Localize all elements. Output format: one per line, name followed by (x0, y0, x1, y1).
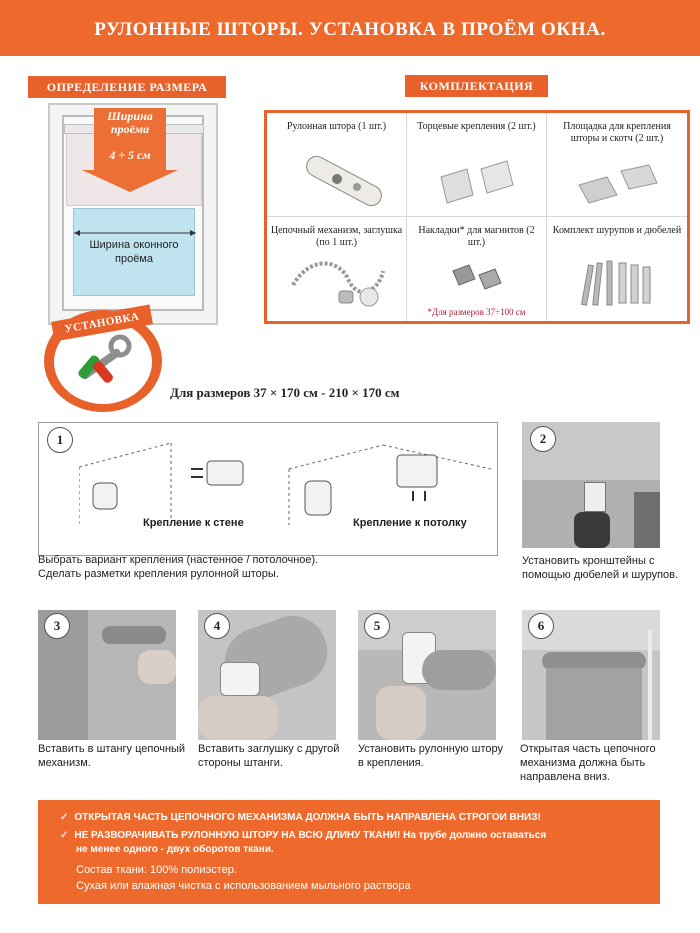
end-bracket-icon (437, 157, 521, 207)
check-icon: ✓ (60, 812, 69, 823)
care-instructions: Сухая или влажная чистка с использованием мыльного раствора (76, 880, 411, 892)
kit-item (547, 113, 687, 217)
step-1-caption-1: Выбрать вариант крепления (настенное / потолочное). (38, 554, 319, 566)
kit-item (407, 113, 547, 217)
warning-2-text: НЕ РАЗВОРАЧИВАТЬ РУЛОННУЮ ШТОРУ НА ВСЮ ДЛИНУ ТКАНИ! На трубе должно оставаться (74, 830, 547, 841)
kit-item-title: Цепочный механизм, заглушка (по 1 шт.) (270, 225, 403, 248)
arrow-title: Ширина проёма (107, 109, 153, 136)
fabric-composition: Состав ткани: 100% полиэстер. (76, 864, 237, 876)
step-1-panel (38, 422, 498, 556)
kit-item (267, 217, 407, 321)
step-number: 1 (47, 427, 73, 453)
step-number: 4 (204, 613, 230, 639)
mounting-diagram (79, 429, 495, 525)
magnet-plate-icon (451, 261, 505, 297)
kit-section-label: КОМПЛЕКТАЦИЯ (405, 75, 548, 97)
step-1-caption-2: Сделать разметки крепления рулонной шторы. (38, 568, 279, 580)
step-5-caption: Установить рулонную штору в крепления. (358, 743, 504, 769)
install-badge-label: УСТАНОВКА (51, 304, 153, 341)
width-arrow-head (82, 170, 178, 192)
tools-icon (70, 330, 136, 394)
warning-2b-text: не менее одного - двух оборотов ткани. (76, 844, 274, 855)
ceiling-mount-label: Крепление к потолку (353, 517, 467, 529)
step-number: 2 (530, 426, 556, 452)
warning-line-1 (60, 812, 541, 823)
kit-item-note: *Для размеров 37÷100 см (427, 307, 526, 317)
kit-item-title: Площадка для крепления шторы и скотч (2 шт.) (563, 121, 671, 144)
check-icon: ✓ (60, 830, 69, 841)
page-title: РУЛОННЫЕ ШТОРЫ. УСТАНОВКА В ПРОЁМ ОКНА. (0, 0, 700, 56)
sizes-range: Для размеров 37 × 170 см - 210 × 170 см (170, 385, 400, 400)
arrow-subtitle: 4 ÷ 5 см (109, 148, 151, 162)
step-number: 6 (528, 613, 554, 639)
warning-1-text: ОТКРЫТАЯ ЧАСТЬ ЦЕПОЧНОГО МЕХАНИЗМА ДОЛЖНА БЫТЬ НАПРАВЛЕНА СТРОГОИ ВНИЗ! (74, 812, 541, 823)
warning-line-2 (60, 830, 546, 841)
step-number: 3 (44, 613, 70, 639)
wall-mount-label: Крепление к стене (143, 517, 244, 529)
kit-box (264, 110, 690, 324)
step-4-caption: Вставить заглушку с другой стороны штанги. (198, 743, 340, 769)
kit-item (267, 113, 407, 217)
kit-item-title: Комплект шурупов и дюбелей (552, 225, 682, 236)
kit-item-title: Накладки* для магнитов (2 шт.) (418, 225, 535, 248)
step-number: 5 (364, 613, 390, 639)
step-3-caption: Вставить в штангу цепочный механизм. (38, 743, 186, 769)
step-2-caption: Установить кронштейны с помощью дюбелей и шурупов. (522, 555, 679, 581)
notes-box (38, 800, 660, 904)
chain-mechanism-icon (289, 251, 389, 313)
roller-blind-icon (297, 149, 387, 211)
mounting-pad-icon (577, 161, 663, 205)
size-section-label: ОПРЕДЕЛЕНИЕ РАЗМЕРА (28, 76, 226, 98)
step-6-caption: Открытая часть цепочного механизма должна быть направлена вниз. (520, 743, 656, 783)
kit-item (547, 217, 687, 321)
kit-item (407, 217, 547, 321)
window-width-label: Ширина оконного проёма (89, 239, 179, 265)
screws-icon (581, 257, 659, 311)
window-width-dimension (72, 228, 198, 238)
kit-item-title: Рулонная штора (1 шт.) (286, 121, 387, 132)
kit-item-title: Торцевые крепления (2 шт.) (417, 121, 536, 132)
